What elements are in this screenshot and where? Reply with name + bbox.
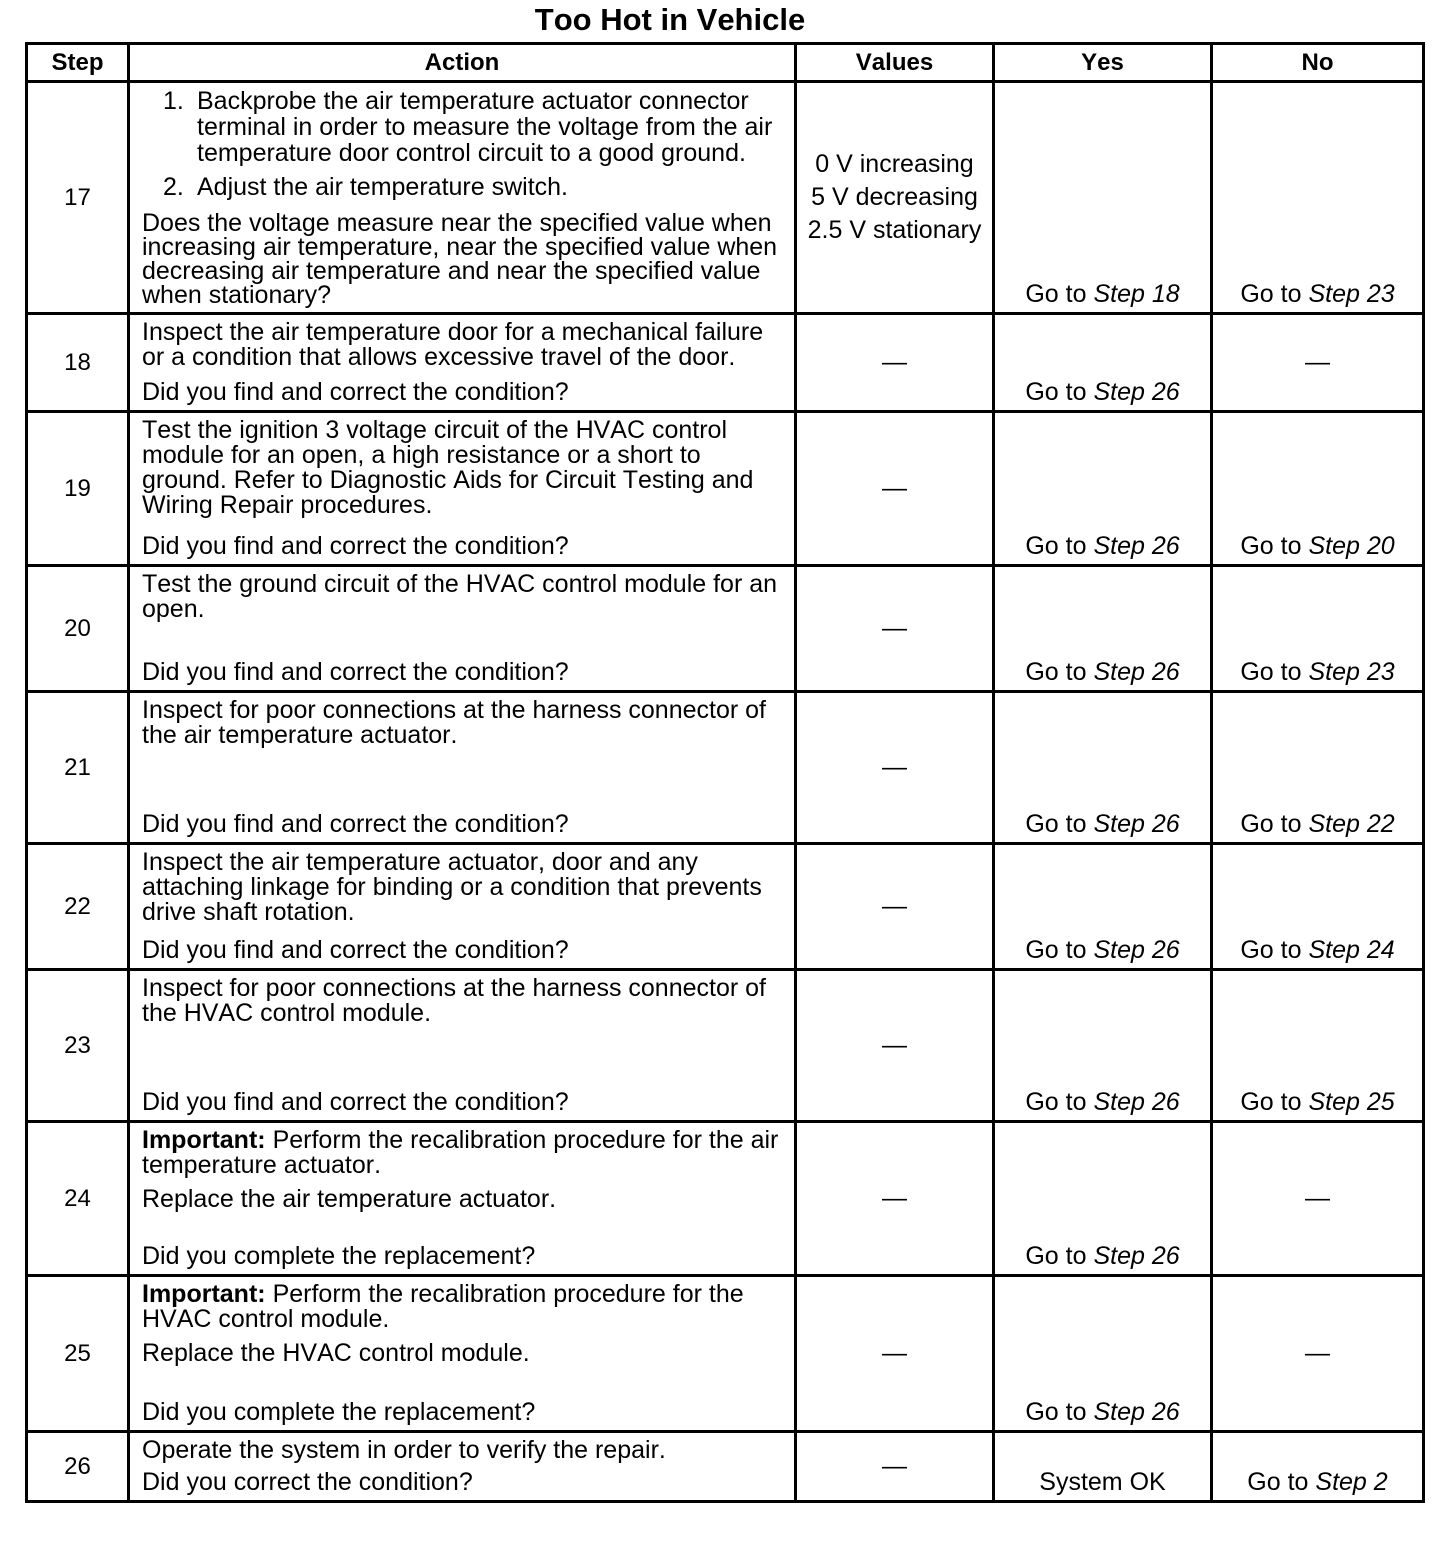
yes-cell <box>992 845 1210 968</box>
action-question: Did you complete the replacement? <box>142 1398 536 1426</box>
step-number: 17 <box>64 183 91 211</box>
important-text: Perform the recalibration procedure for the air temperature actuator. <box>142 1126 779 1179</box>
list-item <box>142 88 784 166</box>
goto-text: Go to <box>1025 532 1087 560</box>
important-text: Perform the recalibration procedure for the HVAC control module. <box>142 1280 744 1333</box>
table-row <box>28 968 1422 1120</box>
list-item <box>142 174 784 200</box>
value-dash: — <box>882 1031 907 1059</box>
goto-step-ref: Step 23 <box>1308 280 1395 308</box>
goto-step-ref: Step 2 <box>1315 1468 1388 1496</box>
table-row <box>28 842 1422 968</box>
goto-step-ref: Step 25 <box>1308 1088 1395 1116</box>
table-header-row <box>28 45 1422 80</box>
value-dash: — <box>882 348 907 376</box>
column-header-no: No <box>1210 45 1422 80</box>
yes-cell <box>992 1277 1210 1430</box>
table-row <box>28 1274 1422 1430</box>
no-cell <box>1210 693 1422 842</box>
goto-text: Go to <box>1240 532 1302 560</box>
action-question: Did you find and correct the condition? <box>142 936 569 964</box>
no-cell <box>1210 1123 1422 1274</box>
goto-link <box>1240 1090 1394 1115</box>
goto-step-ref: Step 18 <box>1093 280 1180 308</box>
no-cell <box>1210 567 1422 690</box>
step-number: 20 <box>64 614 91 642</box>
goto-text: Go to <box>1240 936 1302 964</box>
value-dash: — <box>882 892 907 920</box>
important-label: Important: <box>142 1126 266 1154</box>
yes-cell <box>992 567 1210 690</box>
step-number: 18 <box>64 348 91 376</box>
goto-text: Go to <box>1025 658 1087 686</box>
action-cell <box>127 971 794 1120</box>
yes-cell <box>992 971 1210 1120</box>
goto-text: Go to <box>1240 658 1302 686</box>
yes-cell <box>992 83 1210 312</box>
goto-text: Go to <box>1240 810 1302 838</box>
values-cell <box>794 693 992 842</box>
goto-link <box>1025 282 1179 307</box>
list-number: 1. <box>163 87 184 115</box>
action-cell <box>127 315 794 410</box>
goto-link <box>1240 282 1394 307</box>
goto-link <box>1025 812 1179 837</box>
no-cell <box>1210 1433 1422 1500</box>
goto-link <box>1240 938 1394 963</box>
action-cell <box>127 83 794 312</box>
goto-link <box>1025 938 1179 963</box>
action-text: Replace the air temperature actuator. <box>142 1185 557 1213</box>
goto-link <box>1025 1400 1179 1425</box>
action-question: Did you find and correct the condition? <box>142 532 569 560</box>
values-cell <box>794 1277 992 1430</box>
action-text: Test the ground circuit of the HVAC control module for an open. <box>142 570 778 623</box>
goto-step-ref: Step 26 <box>1093 1242 1180 1270</box>
yes-cell <box>992 315 1210 410</box>
action-body <box>142 1128 784 1212</box>
goto-link <box>1025 1244 1179 1269</box>
values-cell <box>794 971 992 1120</box>
goto-text: Go to <box>1247 1468 1309 1496</box>
action-text: Inspect for poor connections at the harness connector of the HVAC control module. <box>142 974 766 1027</box>
values-cell <box>794 567 992 690</box>
action-text: Replace the HVAC control module. <box>142 1339 530 1367</box>
important-note <box>142 1128 784 1178</box>
goto-step-ref: Step 26 <box>1093 378 1180 406</box>
action-question: Did you find and correct the condition? <box>142 810 569 838</box>
value-dash: — <box>882 1184 907 1212</box>
no-dash: — <box>1305 1339 1330 1367</box>
goto-step-ref: Step 26 <box>1093 658 1180 686</box>
goto-text: Go to <box>1240 280 1302 308</box>
value-dash: — <box>882 474 907 502</box>
action-body <box>142 1282 784 1366</box>
goto-link <box>1025 660 1179 685</box>
column-header-yes: Yes <box>992 45 1210 80</box>
action-question: Did you correct the condition? <box>142 1468 473 1496</box>
action-steps-list <box>142 88 784 200</box>
step-number: 21 <box>64 753 91 781</box>
goto-step-ref: Step 26 <box>1093 936 1180 964</box>
action-cell <box>127 1277 794 1430</box>
list-text: Backprobe the air temperature actuator connector terminal in order to measure the voltage from the air temperature door control circuit to a good ground. <box>197 87 773 167</box>
goto-text: Go to <box>1025 810 1087 838</box>
action-question: Did you find and correct the condition? <box>142 378 569 406</box>
values-cell <box>794 413 992 564</box>
action-cell <box>127 413 794 564</box>
goto-text: Go to <box>1025 280 1087 308</box>
goto-step-ref: Step 23 <box>1308 658 1395 686</box>
value-line: 0 V increasing <box>815 150 974 178</box>
list-text: Adjust the air temperature switch. <box>197 173 568 201</box>
value-dash: — <box>882 753 907 781</box>
table-row <box>28 80 1422 312</box>
goto-step-ref: Step 26 <box>1093 1398 1180 1426</box>
goto-link <box>1025 380 1179 405</box>
no-dash: — <box>1305 348 1330 376</box>
goto-link <box>1240 812 1394 837</box>
no-cell <box>1210 83 1422 312</box>
action-cell <box>127 1123 794 1274</box>
action-cell <box>127 567 794 690</box>
goto-step-ref: Step 26 <box>1093 532 1180 560</box>
value-line: 5 V decreasing <box>811 183 978 211</box>
goto-link <box>1025 1090 1179 1115</box>
column-header-step: Step <box>51 48 104 76</box>
important-label: Important: <box>142 1280 266 1308</box>
goto-text: Go to <box>1025 1088 1087 1116</box>
action-text: Inspect the air temperature door for a mechanical failure or a condition that allows excessive travel of the door. <box>142 318 764 371</box>
no-cell <box>1210 315 1422 410</box>
action-question: Did you find and correct the condition? <box>142 1088 569 1116</box>
goto-text: Go to <box>1025 1398 1087 1426</box>
column-header-action: Action <box>127 45 794 80</box>
values-cell <box>794 1433 992 1500</box>
yes-cell <box>992 693 1210 842</box>
yes-cell <box>992 413 1210 564</box>
no-dash: — <box>1305 1184 1330 1212</box>
table-row <box>28 1430 1422 1500</box>
values-cell <box>794 315 992 410</box>
action-text: Inspect the air temperature actuator, door and any attaching linkage for binding or a condition that prevents drive shaft rotation. <box>142 848 762 926</box>
goto-step-ref: Step 22 <box>1308 810 1395 838</box>
diagnostic-table <box>25 42 1425 1503</box>
step-number: 22 <box>64 892 91 920</box>
no-cell <box>1210 845 1422 968</box>
values-cell <box>794 1123 992 1274</box>
list-number: 2. <box>163 173 184 201</box>
goto-text: Go to <box>1025 1242 1087 1270</box>
no-cell <box>1210 1277 1422 1430</box>
system-ok-text: System OK <box>1039 1468 1166 1496</box>
yes-cell <box>992 1123 1210 1274</box>
value-dash: — <box>882 614 907 642</box>
action-cell <box>127 693 794 842</box>
goto-text: Go to <box>1240 1088 1302 1116</box>
goto-link <box>1240 534 1394 559</box>
table-row <box>28 1120 1422 1274</box>
action-text: Inspect for poor connections at the harness connector of the air temperature actuator. <box>142 696 766 749</box>
value-dash: — <box>882 1339 907 1367</box>
no-cell <box>1210 413 1422 564</box>
goto-step-ref: Step 24 <box>1308 936 1395 964</box>
value-line: 2.5 V stationary <box>807 216 982 244</box>
step-number: 24 <box>64 1184 91 1212</box>
value-dash: — <box>882 1452 907 1480</box>
yes-cell <box>992 1433 1210 1500</box>
action-text: Operate the system in order to verify the repair. <box>142 1436 666 1464</box>
action-question: Did you complete the replacement? <box>142 1242 536 1270</box>
goto-step-ref: Step 20 <box>1308 532 1395 560</box>
goto-link <box>1240 660 1394 685</box>
action-question: Did you find and correct the condition? <box>142 658 569 686</box>
action-question: Does the voltage measure near the specified value when increasing air temperature, near the specified value when decreasing air temperature and near the specified value when stationary? <box>142 209 778 309</box>
no-cell <box>1210 971 1422 1120</box>
table-row <box>28 564 1422 690</box>
important-note <box>142 1282 784 1332</box>
page-title: Too Hot in Vehicle <box>534 2 806 37</box>
step-number: 19 <box>64 474 91 502</box>
values-cell <box>794 83 992 312</box>
action-cell <box>127 1433 794 1500</box>
goto-link <box>1247 1470 1387 1495</box>
step-number: 26 <box>64 1452 91 1480</box>
goto-text: Go to <box>1025 378 1087 406</box>
step-number: 23 <box>64 1031 91 1059</box>
values-cell <box>794 845 992 968</box>
action-cell <box>127 845 794 968</box>
action-text: Test the ignition 3 voltage circuit of the HVAC control module for an open, a high resistance or a short to ground. Refer to Diagnostic Aids for Circuit Testing and Wiring Repair procedures. <box>142 416 754 519</box>
goto-text: Go to <box>1025 936 1087 964</box>
goto-link <box>1025 534 1179 559</box>
table-row <box>28 410 1422 564</box>
table-row <box>28 312 1422 410</box>
table-row <box>28 690 1422 842</box>
goto-step-ref: Step 26 <box>1093 1088 1180 1116</box>
column-header-values: Values <box>794 45 992 80</box>
step-number: 25 <box>64 1339 91 1367</box>
goto-step-ref: Step 26 <box>1093 810 1180 838</box>
